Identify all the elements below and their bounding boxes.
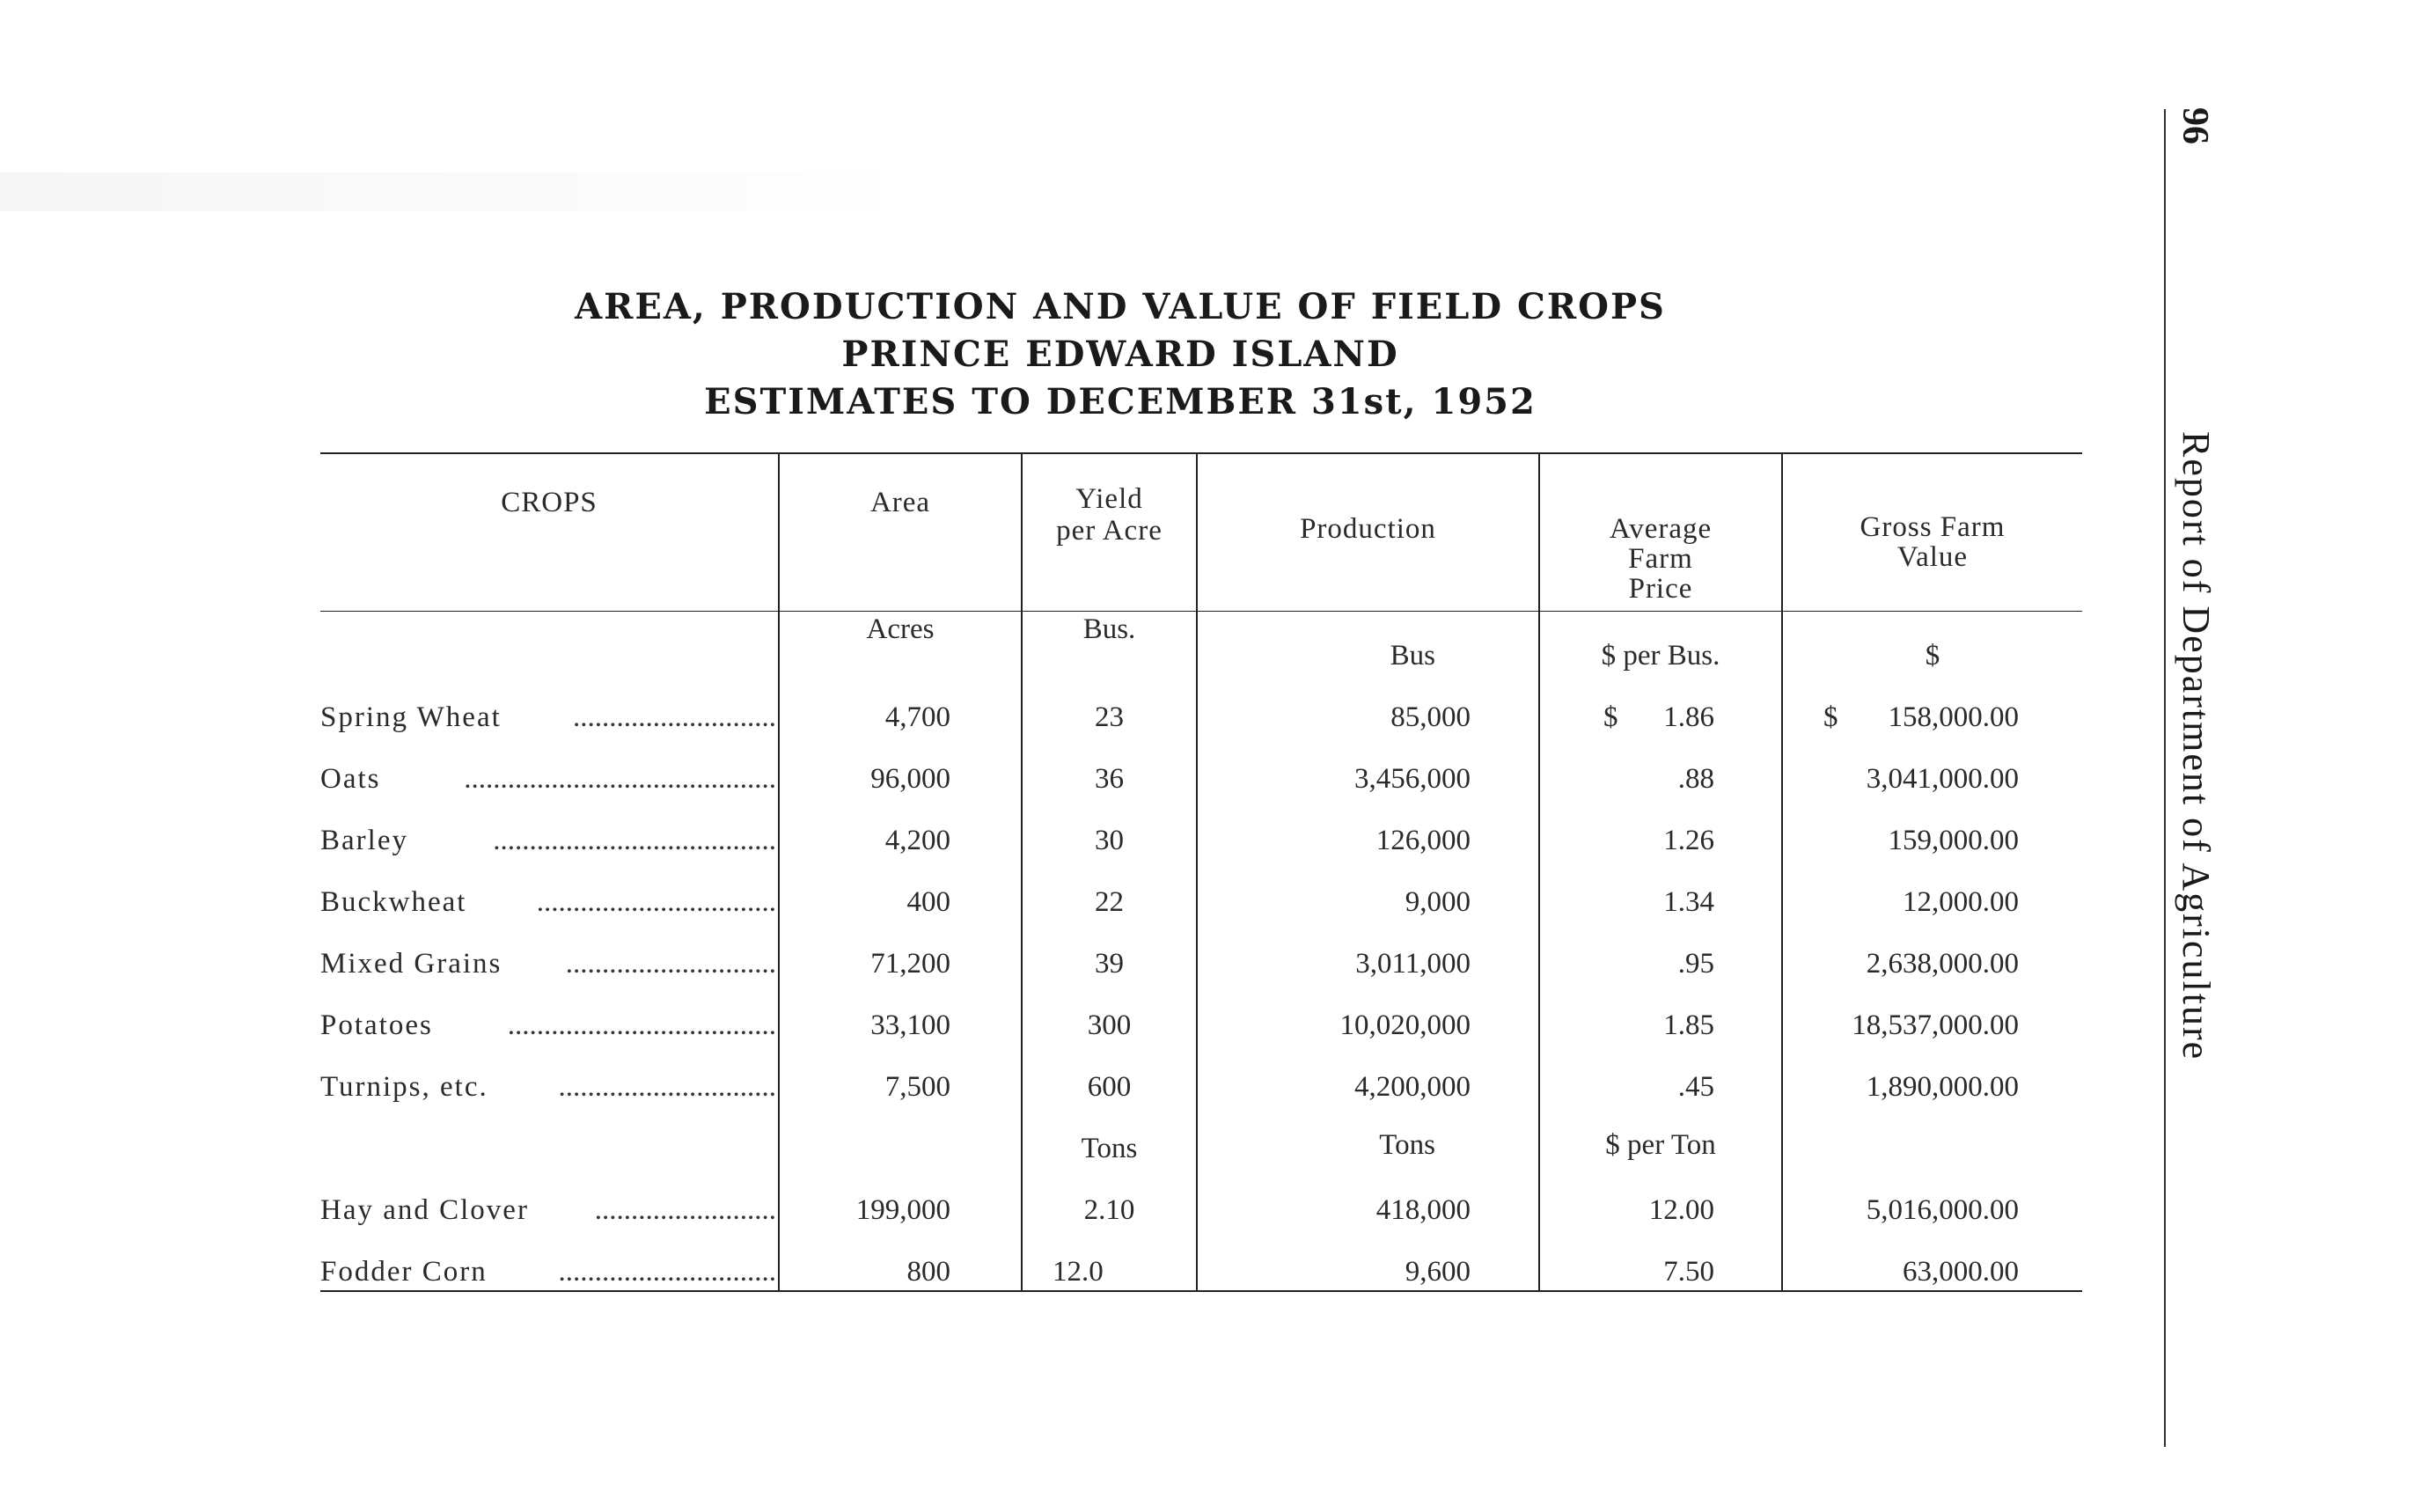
price-value: .88 <box>1677 763 1714 795</box>
margin-rule <box>2164 109 2166 1447</box>
gross-value: 5,016,000.00 <box>1866 1194 2019 1226</box>
title-line-3: ESTIMATES TO DECEMBER 31st, 1952 <box>704 381 1537 422</box>
yield-value: 12.0 <box>1053 1256 1104 1288</box>
price-value: 12.00 <box>1648 1194 1714 1226</box>
unit-yield-tons: Tons <box>1081 1133 1138 1164</box>
header-value-line-2: Value <box>1896 541 1969 573</box>
column-divider-price-value <box>1781 454 1783 1290</box>
table-top-rule <box>320 452 2082 454</box>
gross-value: 158,000.00 <box>1888 701 2019 733</box>
price-value: 1.85 <box>1663 1009 1714 1041</box>
header-bottom-rule <box>320 611 2082 612</box>
column-divider-yield-production <box>1196 454 1198 1290</box>
yield-value: 30 <box>1095 825 1124 856</box>
yield-value: 300 <box>1087 1009 1132 1041</box>
crop-name: Mixed Grains <box>320 948 502 980</box>
unit-area-acres: Acres <box>866 613 935 645</box>
gross-value: 12,000.00 <box>1903 886 2019 918</box>
page-number: 96 <box>2175 107 2215 144</box>
dot-leader: ............................. <box>565 948 776 980</box>
header-value-line-1: Gross Farm <box>1860 511 2006 543</box>
crop-name: Buckwheat <box>320 886 467 918</box>
price-value: 1.26 <box>1663 825 1714 856</box>
scan-shadow <box>0 172 915 211</box>
table-title <box>0 283 2241 426</box>
production-value: 9,600 <box>1405 1256 1471 1288</box>
dot-leader: ................................. <box>536 886 776 918</box>
gross-value: 1,890,000.00 <box>1866 1071 2019 1103</box>
area-value: 400 <box>906 886 950 918</box>
unit-production-tons: Tons <box>1379 1129 1435 1161</box>
yield-value: 36 <box>1095 763 1124 795</box>
crop-name: Spring Wheat <box>320 701 502 733</box>
area-value: 96,000 <box>870 763 950 795</box>
yield-value: 39 <box>1095 948 1124 980</box>
price-value: .95 <box>1677 948 1714 980</box>
unit-yield-bushels: Bus. <box>1082 613 1136 645</box>
crop-name: Turnips, etc. <box>320 1071 488 1103</box>
header-price-line-2: Farm <box>1628 543 1693 575</box>
table-bottom-rule <box>320 1290 2082 1292</box>
gross-value: 63,000.00 <box>1903 1256 2019 1288</box>
price-value: .45 <box>1677 1071 1714 1103</box>
header-crops: CROPS <box>501 487 598 518</box>
gross-value: 18,537,000.00 <box>1852 1009 2019 1041</box>
price-value: 1.86 <box>1663 701 1714 733</box>
header-price-line-1: Average <box>1609 513 1713 545</box>
crop-name: Fodder Corn <box>320 1256 488 1288</box>
production-value: 418,000 <box>1375 1194 1471 1226</box>
production-value: 3,011,000 <box>1355 948 1471 980</box>
header-price-line-3: Price <box>1628 573 1693 605</box>
crop-name: Barley <box>320 825 408 856</box>
unit-production-bushels: Bus <box>1390 640 1435 672</box>
unit-price-per-ton: $ per Ton <box>1605 1129 1716 1161</box>
dot-leader: ........................................... <box>464 763 776 795</box>
running-title: Report of Department of Agriculture <box>2175 431 2218 1061</box>
price-dollar-sign: $ <box>1603 701 1618 733</box>
header-area: Area <box>869 487 931 518</box>
dot-leader: .............................. <box>558 1256 776 1288</box>
value-dollar-sign: $ <box>1823 701 1838 733</box>
column-divider-crops-area <box>778 454 780 1290</box>
gross-value: 2,638,000.00 <box>1866 948 2019 980</box>
dot-leader: ....................................... <box>493 825 776 856</box>
dot-leader: ......................... <box>594 1194 776 1226</box>
unit-price-per-bushel: $ per Bus. <box>1601 640 1720 672</box>
yield-value: 2.10 <box>1083 1194 1135 1226</box>
area-value: 4,200 <box>884 825 950 856</box>
area-value: 199,000 <box>855 1194 950 1226</box>
header-yield-line-2: per Acre <box>1056 515 1163 547</box>
production-value: 126,000 <box>1375 825 1471 856</box>
yield-value: 22 <box>1095 886 1124 918</box>
crop-name: Potatoes <box>320 1009 433 1041</box>
production-value: 85,000 <box>1390 701 1471 733</box>
dot-leader: ..................................... <box>507 1009 776 1041</box>
price-value: 7.50 <box>1663 1256 1714 1288</box>
dot-leader: .............................. <box>558 1071 776 1103</box>
production-value: 10,020,000 <box>1339 1009 1471 1041</box>
crop-name: Hay and Clover <box>320 1194 529 1226</box>
yield-value: 600 <box>1087 1071 1132 1103</box>
title-line-1: AREA, PRODUCTION AND VALUE OF FIELD CROPS <box>575 286 1666 327</box>
gross-value: 159,000.00 <box>1888 825 2019 856</box>
header-production: Production <box>1300 513 1436 545</box>
area-value: 33,100 <box>870 1009 950 1041</box>
area-value: 7,500 <box>884 1071 950 1103</box>
price-value: 1.34 <box>1663 886 1714 918</box>
unit-value-dollars: $ <box>1925 640 1940 672</box>
yield-value: 23 <box>1095 701 1124 733</box>
area-value: 4,700 <box>884 701 950 733</box>
crop-name: Oats <box>320 763 381 795</box>
production-value: 3,456,000 <box>1354 763 1471 795</box>
production-value: 4,200,000 <box>1354 1071 1471 1103</box>
gross-value: 3,041,000.00 <box>1866 763 2019 795</box>
area-value: 71,200 <box>870 948 950 980</box>
header-yield-line-1: Yield <box>1075 483 1143 515</box>
dot-leader: ............................ <box>573 701 776 733</box>
area-value: 800 <box>906 1256 950 1288</box>
production-value: 9,000 <box>1405 886 1471 918</box>
title-line-2: PRINCE EDWARD ISLAND <box>841 334 1399 375</box>
